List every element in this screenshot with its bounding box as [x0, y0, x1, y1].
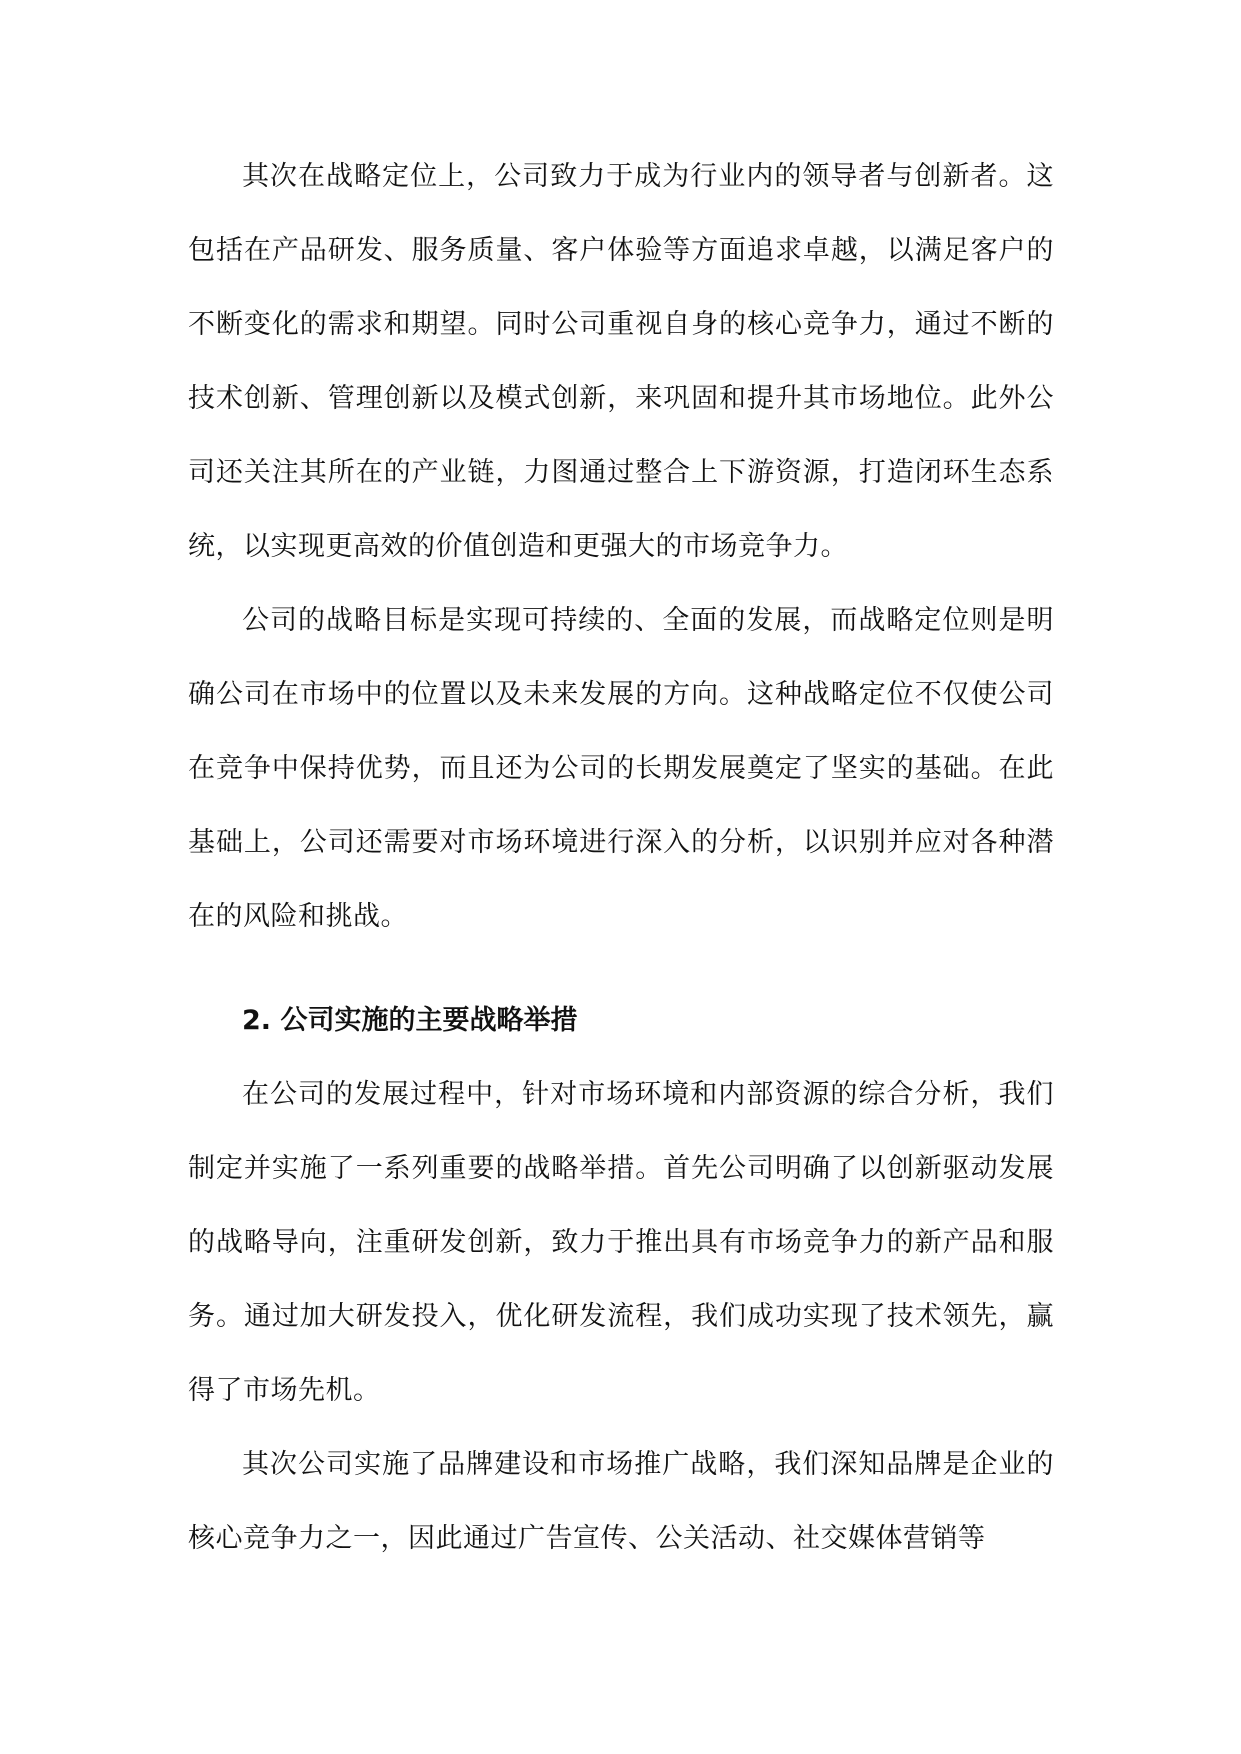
paragraph-innovation-strategy: 在公司的发展过程中，针对市场环境和内部资源的综合分析，我们制定并实施了一系列重要的战略举措。首先公司明确了以创新驱动发展的战略导向，注重研发创新，致力于推出具有市场竞争力的新产品和服务。通过加大研发投入，优化研发流程，我们成功实现了技术领先，赢得了市场先机。: [188, 1079, 1054, 1406]
section-heading: 2. 公司实施的主要战略举措: [242, 1005, 578, 1036]
document-page: [188, 140, 1054, 1576]
paragraph-strategic-positioning: 其次在战略定位上，公司致力于成为行业内的领导者与创新者。这包括在产品研发、服务质量、客户体验等方面追求卓越，以满足客户的不断变化的需求和期望。同时公司重视自身的核心竞争力，通过不断的技术创新、管理创新以及模式创新，来巩固和提升其市场地位。此外公司还关注其所在的产业链，力图通过整合上下游资源，打造闭环生态系统，以实现更高效的价值创造和更强大的市场竞争力。: [188, 161, 1054, 562]
paragraph-strategic-goals: 公司的战略目标是实现可持续的、全面的发展，而战略定位则是明确公司在市场中的位置以及未来发展的方向。这种战略定位不仅使公司在竞争中保持优势，而且还为公司的长期发展奠定了坚实的基础。在此基础上，公司还需要对市场环境进行深入的分析，以识别并应对各种潜在的风险和挑战。: [188, 605, 1054, 932]
paragraph-brand-strategy: 其次公司实施了品牌建设和市场推广战略，我们深知品牌是企业的核心竞争力之一，因此通过广告宣传、公关活动、社交媒体营销等: [188, 1449, 1054, 1554]
